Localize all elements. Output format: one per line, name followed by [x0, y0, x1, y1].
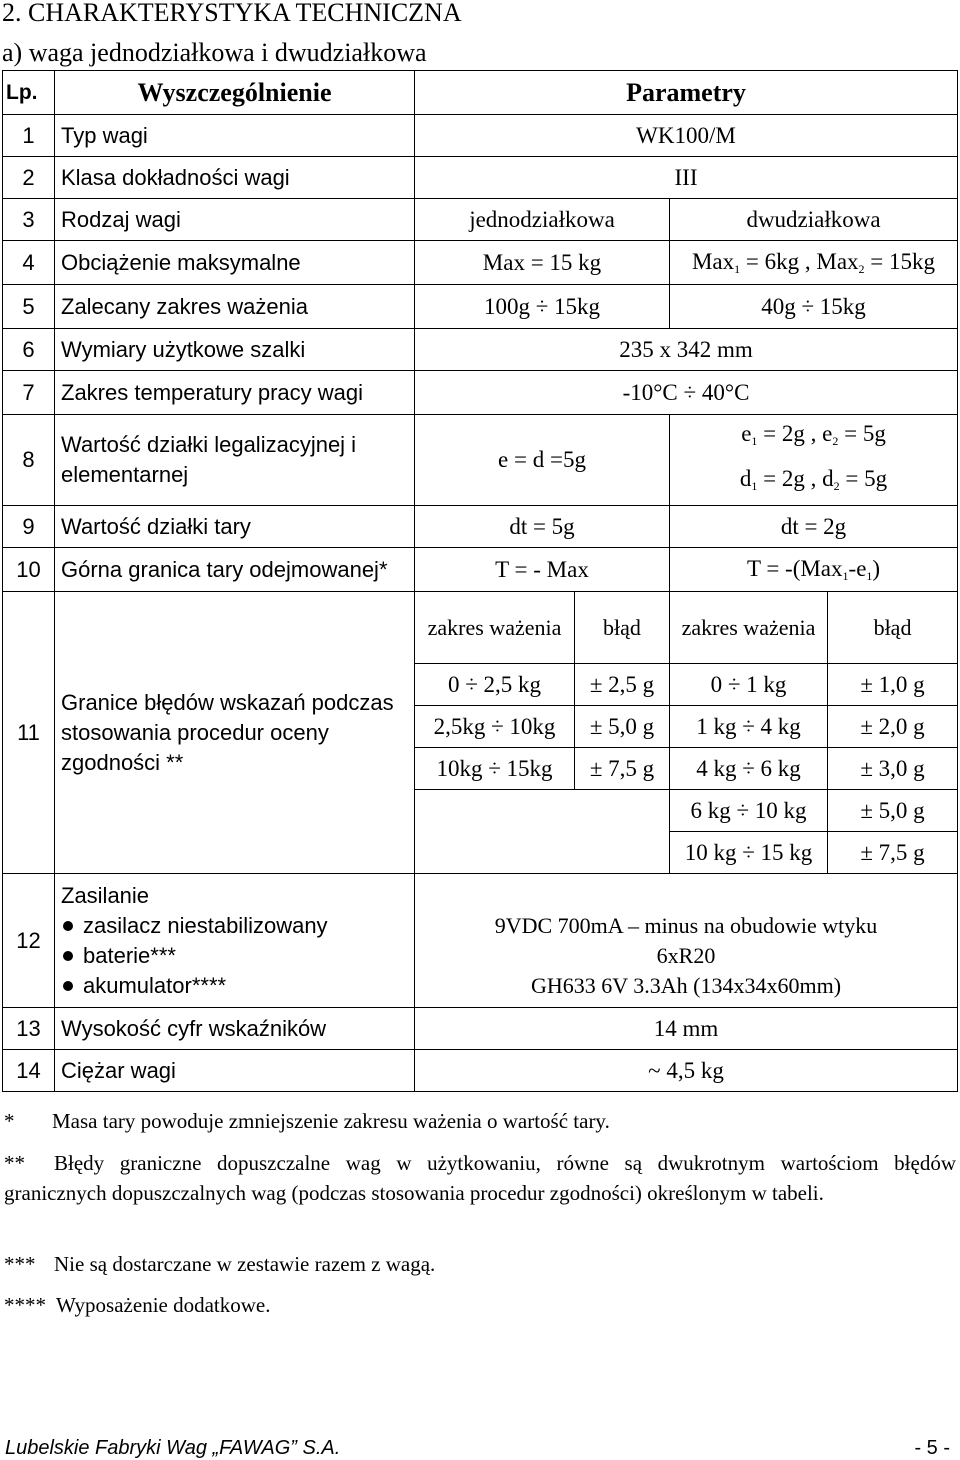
- d-values: $d_1 = 2g$ , $d_2 = 5g$: [739, 466, 888, 493]
- range-head: zakres ważenia: [415, 592, 575, 664]
- single-range: 0 ÷ 2,5 kg: [415, 664, 575, 706]
- row-number: 3: [3, 199, 55, 241]
- page-number: - 5 -: [914, 1437, 950, 1459]
- company-name: Lubelskie Fabryki Wag „FAWAG” S.A.: [5, 1437, 341, 1459]
- dual-range: 10 kg ÷ 15 kg: [670, 832, 828, 874]
- row-number: 9: [3, 506, 55, 548]
- dual-error: ± 7,5 g: [828, 832, 958, 874]
- table-row: [3, 548, 958, 592]
- power-item: baterie***: [61, 941, 414, 971]
- section-heading: 2. CHARAKTERYSTYKA TECHNICZNA: [2, 0, 462, 27]
- footnote: *** Nie są dostarczane w zestawie razem z wagą.: [4, 1252, 436, 1276]
- spec-header: Wyszczególnienie: [55, 71, 415, 115]
- page-footer: [5, 1437, 950, 1460]
- dual-interval-value: Max$_1$ = 6kg , Max$_2$ = 15kg: [670, 241, 958, 285]
- row-number: 1: [3, 115, 55, 157]
- dual-range: 4 kg ÷ 6 kg: [670, 748, 828, 790]
- row-number: 14: [3, 1050, 55, 1092]
- row-desc: Wartość działki tary: [55, 506, 415, 548]
- single-interval-value: e = d =5g: [415, 415, 670, 506]
- single-range: 2,5kg ÷ 10kg: [415, 706, 575, 748]
- row-number: 13: [3, 1008, 55, 1050]
- row-number: 12: [3, 874, 55, 1008]
- e-values: $e_1 = 2g$ , $e_2 = 5g$: [741, 421, 886, 448]
- dual-range: 0 ÷ 1 kg: [670, 664, 828, 706]
- row-number: 7: [3, 371, 55, 415]
- bullet-icon: [63, 951, 73, 961]
- row-desc: Ciężar wagi: [55, 1050, 415, 1092]
- footnote: **** Wyposażenie dodatkowe.: [4, 1293, 271, 1317]
- bullet-icon: [63, 921, 73, 931]
- row-desc: Klasa dokładności wagi: [55, 157, 415, 199]
- subsection-heading: a) waga jednodziałkowa i dwudziałkowa: [2, 38, 427, 67]
- single-interval-value: 100g ÷ 15kg: [415, 285, 670, 329]
- row-number: 2: [3, 157, 55, 199]
- power-value: 6xR20: [656, 942, 716, 968]
- dual-interval-value: [670, 415, 958, 506]
- table-row: [3, 371, 958, 415]
- table-row: [3, 285, 958, 329]
- dual-error: ± 3,0 g: [828, 748, 958, 790]
- row-number: 11: [3, 592, 55, 874]
- single-error: ± 2,5 g: [575, 664, 670, 706]
- power-item: zasilacz niestabilizowany: [61, 911, 414, 941]
- row-desc: Obciążenie maksymalne: [55, 241, 415, 285]
- single-error: ± 5,0 g: [575, 706, 670, 748]
- dual-interval-value: dt = 2g: [670, 506, 958, 548]
- dual-error: ± 5,0 g: [828, 790, 958, 832]
- single-interval-value: T = - Max: [415, 548, 670, 592]
- power-title: Zasilanie: [61, 882, 150, 908]
- lp-header: Lp.: [3, 71, 55, 115]
- row-desc: Zakres temperatury pracy wagi: [55, 371, 415, 415]
- single-error: ± 7,5 g: [575, 748, 670, 790]
- error-head: błąd: [575, 592, 670, 664]
- row-value: WK100/M: [415, 115, 958, 157]
- row-desc: Rodzaj wagi: [55, 199, 415, 241]
- footnote: * Masa tary powoduje zmniejszenie zakresu ważenia o wartość tary.: [4, 1109, 610, 1133]
- row-value: 235 x 342 mm: [415, 329, 958, 371]
- power-value: 9VDC 700mA – minus na obudowie wtyku: [494, 912, 878, 938]
- blank-cell: [415, 790, 670, 874]
- dual-range: 6 kg ÷ 10 kg: [670, 790, 828, 832]
- row-value: III: [415, 157, 958, 199]
- table-row: [3, 199, 958, 241]
- table-row: [3, 157, 958, 199]
- row-number: 10: [3, 548, 55, 592]
- power-item: akumulator****: [61, 971, 414, 1001]
- row-desc: Wymiary użytkowe szalki: [55, 329, 415, 371]
- power-value: GH633 6V 3.3Ah (134x34x60mm): [530, 972, 842, 998]
- footnote: ** Błędy graniczne dopuszczalne wag w użytkowaniu, równe są dwukrotnym wartościom błędów granicznych dopuszczalnych wag (podczas stosowania procedur zgodności) określonym w tabeli.: [4, 1151, 956, 1205]
- row-value: ~ 4,5 kg: [415, 1050, 958, 1092]
- row-number: 6: [3, 329, 55, 371]
- power-row: [3, 874, 958, 1008]
- row-desc: Wysokość cyfr wskaźników: [55, 1008, 415, 1050]
- table-header: [3, 71, 958, 115]
- row-value: -10°C ÷ 40°C: [415, 371, 958, 415]
- bullet-icon: [63, 981, 73, 991]
- table-row: [3, 415, 958, 506]
- single-interval-value: dt = 5g: [415, 506, 670, 548]
- error-limits-head-row: [3, 592, 958, 664]
- row-desc: Górna granica tary odejmowanej*: [55, 548, 415, 592]
- row-desc: Typ wagi: [55, 115, 415, 157]
- dual-interval-value: 40g ÷ 15kg: [670, 285, 958, 329]
- dual-error: ± 1,0 g: [828, 664, 958, 706]
- row-desc: Granice błędów wskazań podczas stosowania procedur oceny zgodności **: [55, 592, 415, 874]
- dual-range: 1 kg ÷ 4 kg: [670, 706, 828, 748]
- table-row: [3, 1008, 958, 1050]
- table-row: [3, 115, 958, 157]
- row-desc: Zalecany zakres ważenia: [55, 285, 415, 329]
- table-row: [3, 329, 958, 371]
- power-desc: [55, 874, 415, 1008]
- row-value: 14 mm: [415, 1008, 958, 1050]
- dual-error: ± 2,0 g: [828, 706, 958, 748]
- table-row: [3, 506, 958, 548]
- power-values: [415, 874, 958, 1008]
- params-header: Parametry: [415, 71, 958, 115]
- single-interval-value: Max = 15 kg: [415, 241, 670, 285]
- row-number: 4: [3, 241, 55, 285]
- table-row: [3, 1050, 958, 1092]
- table-row: [3, 241, 958, 285]
- row-number: 8: [3, 415, 55, 506]
- spec-table: [2, 70, 958, 1092]
- dual-interval-value: dwudziałkowa: [670, 199, 958, 241]
- dual-interval-value: $T = -(Max_1-e_1)$: [670, 548, 958, 592]
- single-interval-value: jednodziałkowa: [415, 199, 670, 241]
- range-head: zakres ważenia: [670, 592, 828, 664]
- single-range: 10kg ÷ 15kg: [415, 748, 575, 790]
- row-desc: Wartość działki legalizacyjnej i elementarnej: [55, 415, 415, 506]
- row-number: 5: [3, 285, 55, 329]
- error-head: błąd: [828, 592, 958, 664]
